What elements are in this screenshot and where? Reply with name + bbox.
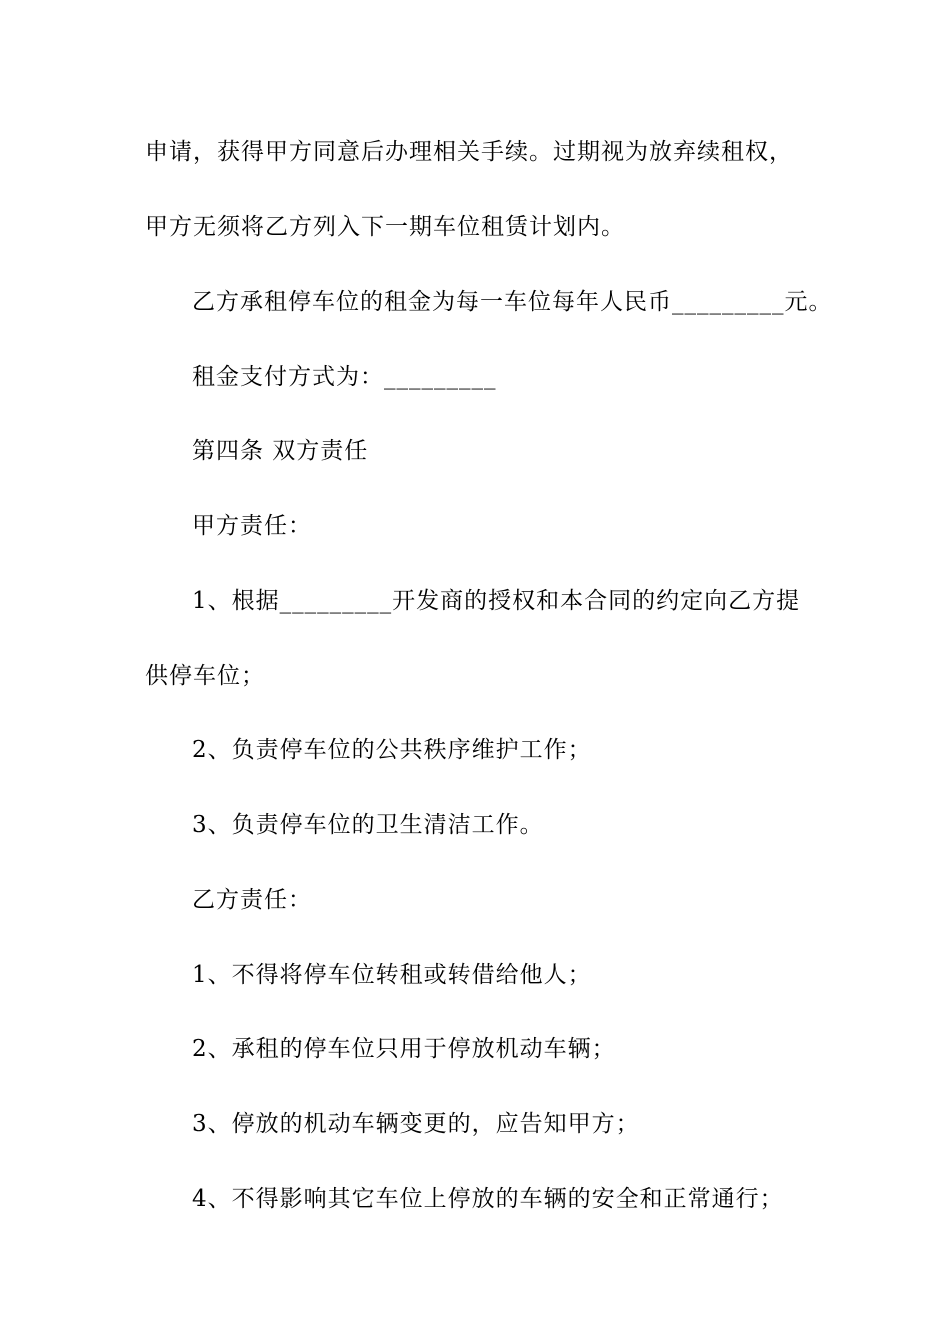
rent-amount-line: 乙方承租停车位的租金为每一车位每年人民币_________元。 — [192, 289, 833, 315]
payment-method-line: 租金支付方式为：_________ — [192, 364, 497, 390]
list-item: 2、负责停车位的公共秩序维护工作； — [192, 737, 592, 763]
section-heading: 第四条 双方责任 — [192, 438, 369, 464]
list-item: 3、负责停车位的卫生清洁工作。 — [192, 812, 544, 838]
paragraph-line: 申请，获得甲方同意后办理相关手续。过期视为放弃续租权， — [145, 139, 793, 165]
paragraph-line: 甲方无须将乙方列入下一期车位租赁计划内。 — [145, 214, 625, 240]
list-item: 1、根据_________开发商的授权和本合同的约定向乙方提 — [192, 588, 801, 614]
party-b-heading: 乙方责任： — [192, 887, 312, 913]
list-item: 2、承租的停车位只用于停放机动车辆； — [192, 1036, 616, 1062]
party-a-heading: 甲方责任： — [192, 513, 312, 539]
list-item: 1、不得将停车位转租或转借给他人； — [192, 962, 592, 988]
list-item-continuation: 供停车位； — [145, 663, 265, 689]
list-item: 3、停放的机动车辆变更的，应告知甲方； — [192, 1111, 640, 1137]
list-item: 4、不得影响其它车位上停放的车辆的安全和正常通行； — [192, 1186, 784, 1212]
